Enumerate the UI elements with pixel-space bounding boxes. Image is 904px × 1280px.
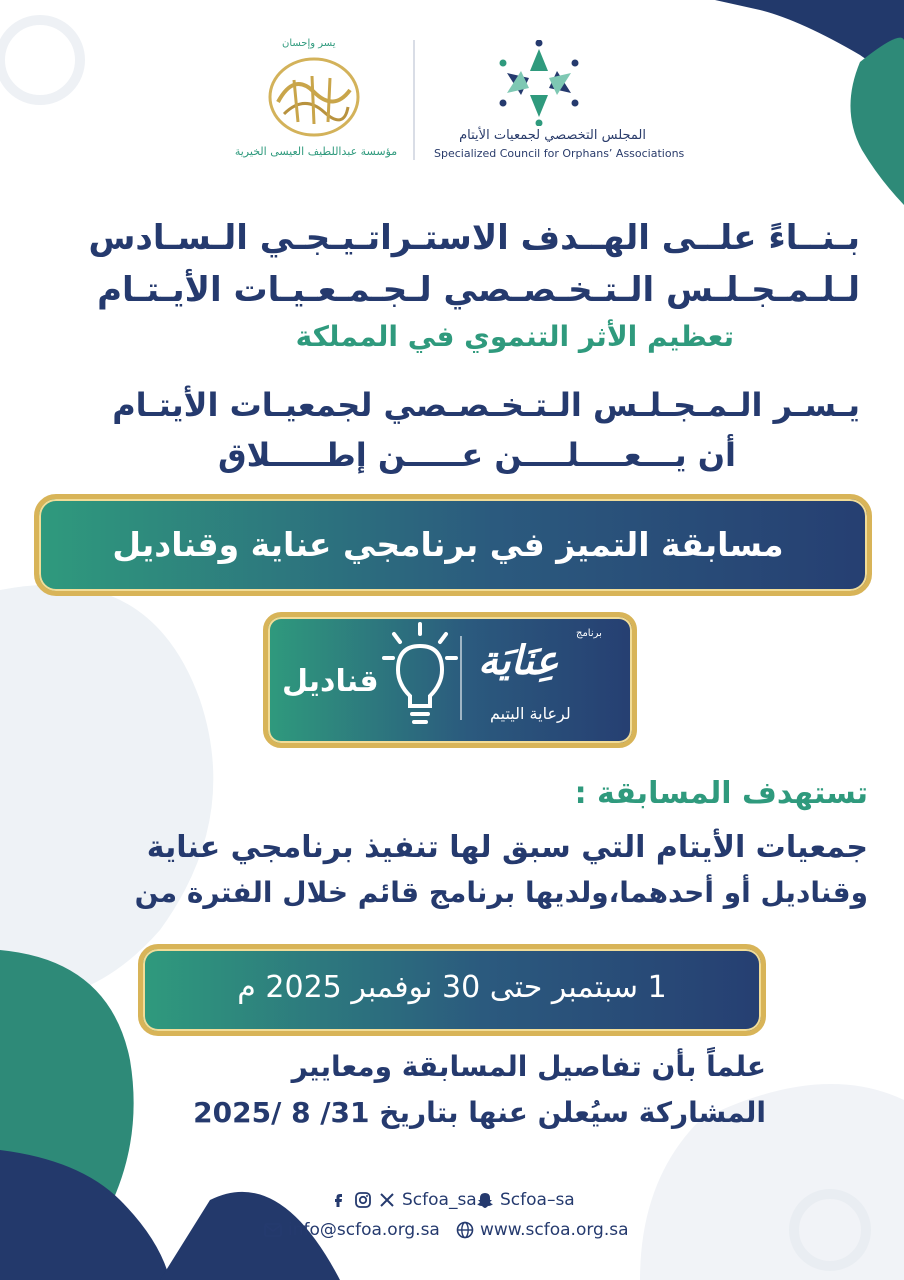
facebook-icon[interactable] xyxy=(330,1191,348,1209)
lightbulb-icon xyxy=(380,620,460,736)
intro-line-3: تعظيم الأثر التنموي في المملكة xyxy=(295,320,734,353)
competition-title: مسابقة التميز في برنامجي عناية وقناديل xyxy=(112,525,784,564)
email-address[interactable]: info@scfoa.org.sa xyxy=(288,1220,440,1240)
snapchat-handle[interactable]: Scfoa–sa xyxy=(500,1190,575,1210)
period-text: 1 سبتمبر حتى 30 نوفمبر 2025 م xyxy=(237,970,667,1005)
foundation-calligraphy-logo xyxy=(264,52,364,142)
header-divider xyxy=(413,40,415,160)
social-handle[interactable]: Scfoa_sa xyxy=(402,1190,477,1210)
website-url[interactable]: www.scfoa.org.sa xyxy=(480,1220,629,1240)
instagram-icon[interactable] xyxy=(354,1191,372,1209)
calligraphy-icon xyxy=(264,52,364,142)
target-line-2: وقناديل أو أحدهما،ولديها برنامج قائم خلال الفترة من xyxy=(134,876,868,909)
council-name-ar: المجلس التخصصي لجمعيات الأيتام xyxy=(459,128,646,143)
program-inaya-name: عِنَايَة xyxy=(478,638,559,684)
globe-icon xyxy=(456,1221,474,1239)
target-line-1: جمعيات الأيتام التي سبق لها تنفيذ برنامجي عناية xyxy=(146,830,868,865)
note-line-2: المشاركة سيُعلن عنها بتاريخ 31/ 8 /2025 xyxy=(193,1096,766,1129)
intro-line-4: يـسـر الـمـجـلـس الـتـخـصـصي لجمعيـات الأيتـام xyxy=(112,386,860,424)
note-line-1: علماً بأن تفاصيل المسابقة ومعايير xyxy=(291,1050,766,1083)
council-logo xyxy=(496,40,582,126)
intro-line-1: بـنــاءً علــى الهــدف الاستـراتـيـجـي الـسـادس xyxy=(88,218,860,258)
program-inaya-label: برنامج xyxy=(576,628,602,639)
foundation-name: مؤسسة عبداللطيف العيسى الخيرية xyxy=(234,145,398,158)
footer-website xyxy=(456,1220,629,1240)
council-name-en: Specialized Council for Orphans’ Associations xyxy=(434,147,685,160)
intro-line-5: أن يـــعــــلــــن عـــــن إطـــــلاق xyxy=(218,436,736,474)
intro-line-2: لـلـمـجـلـس الـتـخـصـصي لـجـمـعـيـات الأيـتـام xyxy=(97,270,860,310)
email-icon xyxy=(264,1221,282,1239)
council-star-icon xyxy=(496,40,582,126)
x-icon[interactable] xyxy=(378,1191,396,1209)
footer-snapchat xyxy=(476,1190,575,1210)
foundation-motto: يسر وإحسان xyxy=(282,38,336,49)
program-inaya-subtitle: لرعاية اليتيم xyxy=(490,704,571,723)
program-logo-divider xyxy=(460,636,462,720)
footer-social xyxy=(330,1190,477,1210)
snapchat-icon[interactable] xyxy=(476,1191,494,1209)
footer-email xyxy=(264,1220,440,1240)
program-qanadeel-name: قناديل xyxy=(282,664,379,699)
target-title: تستهدف المسابقة : xyxy=(574,776,868,811)
